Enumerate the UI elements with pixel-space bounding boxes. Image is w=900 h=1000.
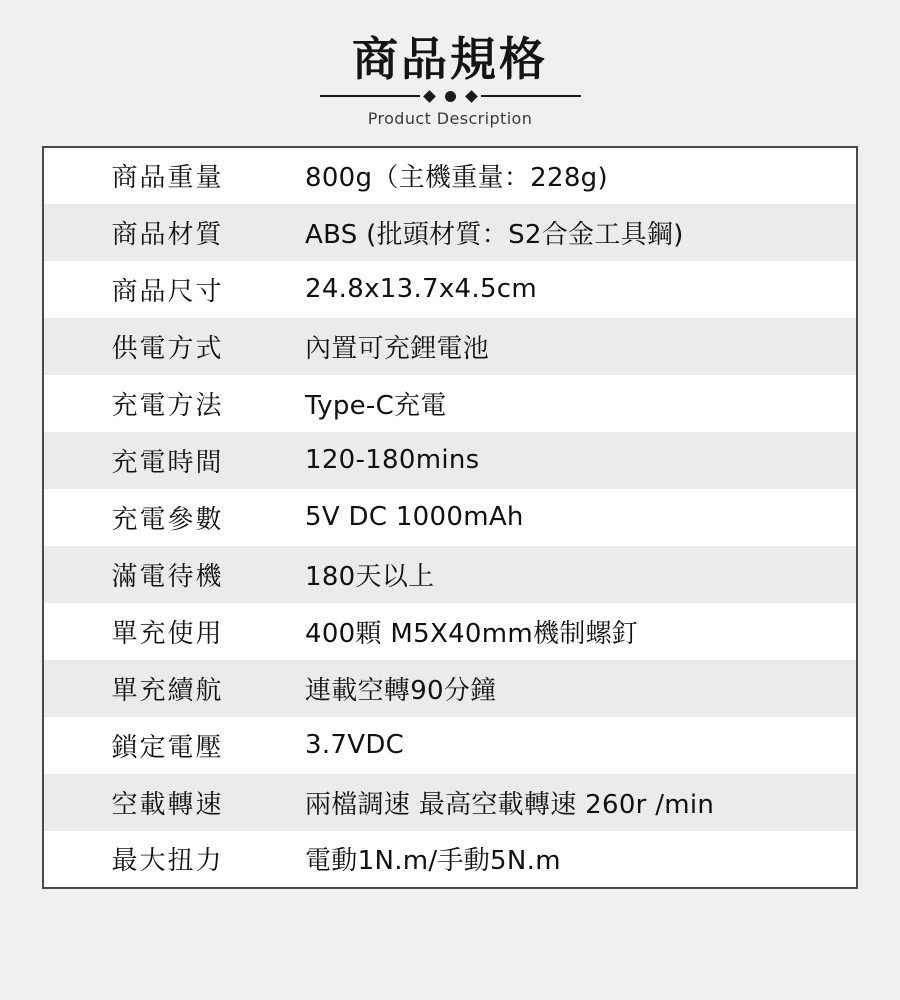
spec-label: 單充續航 [111,675,224,706]
divider-dot [445,91,456,102]
spec-value: ABS (批頭材質：S2合金工具鋼) [305,219,684,250]
spec-label: 最大扭力 [111,846,224,877]
page-header [0,0,900,128]
table-row [43,204,857,261]
spec-table [42,146,858,889]
table-row [43,261,857,318]
table-row [43,831,857,888]
table-row [43,774,857,831]
spec-value: 24.8x13.7x4.5cm [305,274,538,305]
page-subtitle: Product Description [367,108,533,128]
spec-label: 空載轉速 [111,789,224,820]
spec-label: 滿電待機 [111,561,224,592]
spec-value: Type-C充電 [305,390,447,421]
table-row [43,432,857,489]
table-row [43,660,857,717]
spec-value: 800g（主機重量：228g) [305,163,608,194]
spec-value: 內置可充鋰電池 [305,333,490,364]
spec-value: 5V DC 1000mAh [305,502,524,533]
title-divider [0,91,900,102]
spec-label: 充電方法 [111,390,224,421]
divider-diamond-left [423,90,436,103]
table-row [43,489,857,546]
spec-value: 電動1N.m/手動5N.m [305,846,561,877]
spec-value: 3.7VDC [305,730,405,761]
table-row [43,603,857,660]
spec-label: 商品材質 [111,219,224,250]
divider-line-left [320,95,420,97]
spec-table-body [43,147,857,888]
divider-line-right [481,95,581,97]
page-title: 商品規格 [352,32,548,86]
spec-label: 商品重量 [111,163,224,194]
table-row [43,717,857,774]
divider-diamond-right [465,90,478,103]
spec-label: 充電時間 [111,447,224,478]
table-row [43,147,857,204]
table-row [43,318,857,375]
spec-label: 單充使用 [111,618,224,649]
table-row [43,375,857,432]
spec-value: 400顆 M5X40mm機制螺釘 [305,618,639,649]
spec-value: 180天以上 [305,561,435,592]
table-row [43,546,857,603]
spec-label: 商品尺寸 [111,276,224,307]
spec-value: 兩檔調速 最高空載轉速 260r /min [305,789,715,820]
spec-label: 充電參數 [111,504,224,535]
spec-value: 120-180mins [305,445,480,476]
spec-label: 鎖定電壓 [111,732,224,763]
spec-value: 連載空轉90分鐘 [305,675,497,706]
spec-label: 供電方式 [111,333,224,364]
